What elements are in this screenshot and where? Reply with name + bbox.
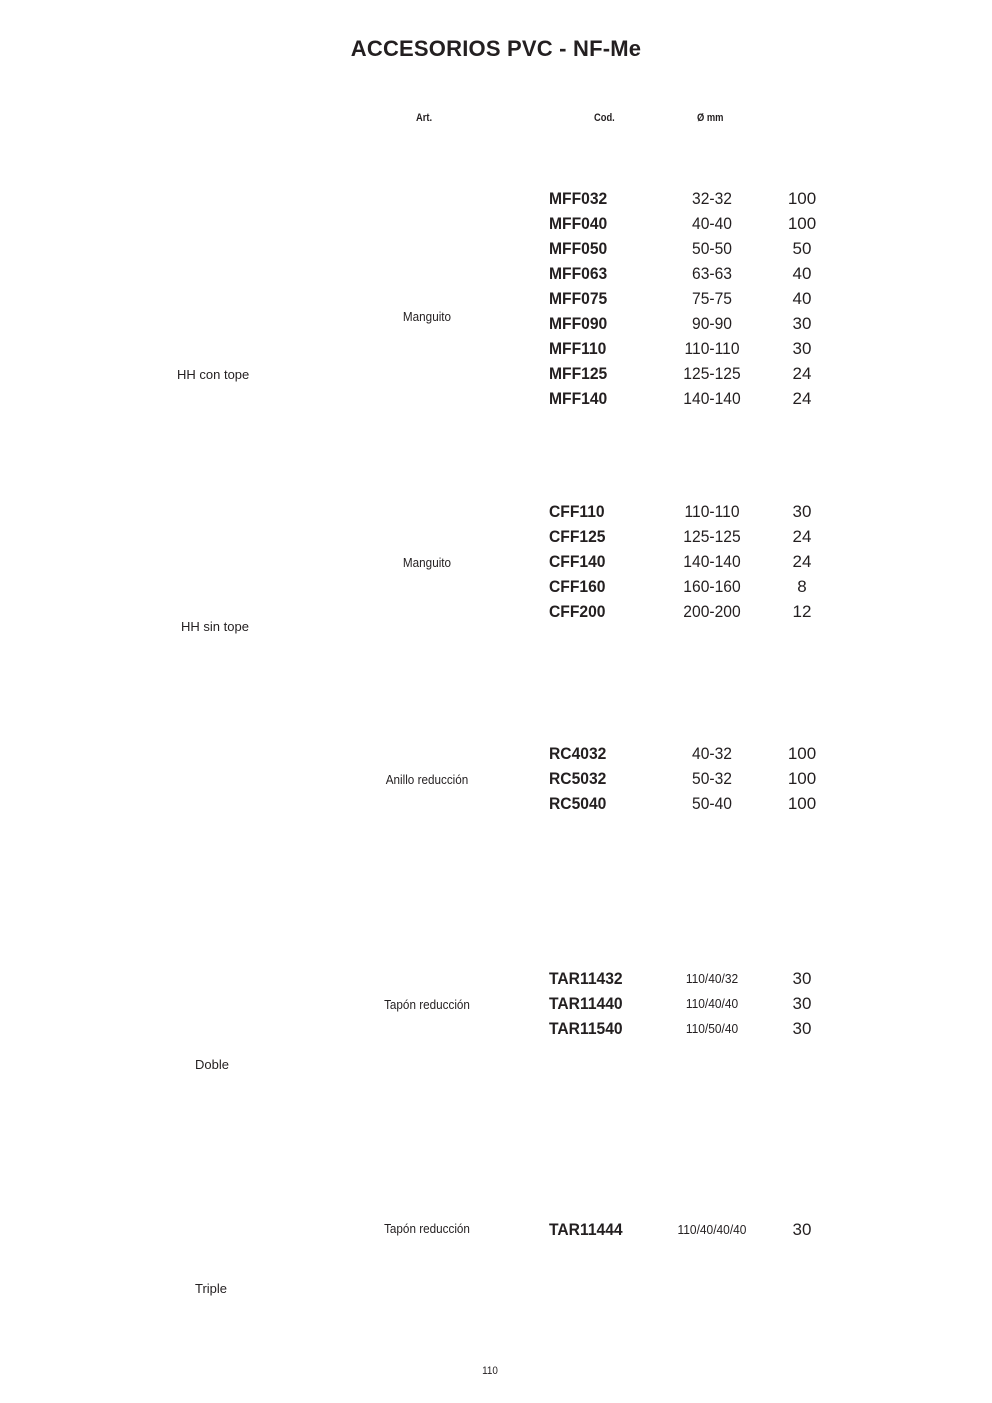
product-code: CFF200 [549, 602, 606, 621]
table-row [0, 744, 992, 769]
quantity-value: 30 [792, 339, 812, 358]
quantity-value: 100 [787, 214, 817, 233]
page-number: 110 [482, 1365, 498, 1377]
table-row [0, 239, 992, 264]
product-code: MFF063 [549, 264, 608, 283]
variant-label: Triple [195, 1281, 228, 1296]
table-row [0, 289, 992, 314]
article-label: Anillo reducción [385, 772, 469, 787]
diameter-value: 110/40/32 [685, 971, 739, 986]
product-code: MFF090 [549, 314, 608, 333]
diameter-value: 63-63 [691, 264, 732, 283]
diameter-value: 110-110 [684, 339, 740, 358]
diameter-value: 50-50 [691, 239, 732, 258]
diameter-value: 140-140 [683, 389, 741, 408]
table-row [0, 214, 992, 239]
product-code: CFF160 [549, 577, 606, 596]
product-code: MFF032 [549, 189, 608, 208]
diameter-value: 125-125 [683, 527, 741, 546]
header-art: Art. [416, 112, 433, 124]
article-label: Tapón reducción [384, 1221, 470, 1236]
quantity-value: 30 [792, 1019, 812, 1038]
product-code: MFF125 [549, 364, 608, 383]
product-code: TAR11440 [549, 994, 623, 1013]
quantity-value: 100 [787, 189, 817, 208]
table-row [0, 602, 992, 627]
table-row [0, 994, 992, 1019]
table-row [0, 969, 992, 994]
product-code: RC4032 [549, 744, 607, 763]
diameter-value: 110/50/40 [685, 1021, 739, 1036]
diameter-value: 125-125 [683, 364, 741, 383]
diameter-value: 110/40/40 [685, 996, 739, 1011]
diameter-value: 110-110 [684, 502, 740, 521]
table-row [0, 264, 992, 289]
product-code: CFF140 [549, 552, 606, 571]
quantity-value: 8 [797, 577, 807, 596]
variant-label: HH sin tope [181, 619, 249, 634]
quantity-value: 100 [787, 794, 817, 813]
product-code: MFF040 [549, 214, 608, 233]
quantity-value: 40 [792, 264, 812, 283]
product-code: TAR11432 [549, 969, 623, 988]
table-row [0, 339, 992, 364]
variant-label: Doble [195, 1057, 229, 1072]
quantity-value: 30 [792, 502, 812, 521]
quantity-value: 30 [792, 994, 812, 1013]
diameter-value: 50-32 [691, 769, 732, 788]
product-code: RC5040 [549, 794, 607, 813]
quantity-value: 50 [792, 239, 812, 258]
quantity-value: 40 [792, 289, 812, 308]
diameter-value: 110/40/40/40 [677, 1222, 747, 1237]
diameter-value: 160-160 [683, 577, 741, 596]
quantity-value: 30 [792, 314, 812, 333]
product-code: RC5032 [549, 769, 607, 788]
table-row [0, 769, 992, 794]
quantity-value: 24 [792, 389, 812, 408]
quantity-value: 30 [792, 969, 812, 988]
article-label: Tapón reducción [384, 997, 470, 1012]
table-row [0, 189, 992, 214]
product-code: MFF110 [549, 339, 607, 358]
quantity-value: 24 [792, 364, 812, 383]
diameter-value: 140-140 [683, 552, 741, 571]
article-label: Manguito [402, 309, 452, 324]
table-row [0, 1019, 992, 1044]
diameter-value: 90-90 [691, 314, 732, 333]
product-code: TAR11444 [549, 1220, 623, 1239]
diameter-value: 75-75 [691, 289, 732, 308]
diameter-value: 32-32 [691, 189, 732, 208]
page-title: ACCESORIOS PVC - NF-Me [350, 36, 642, 61]
quantity-value: 12 [792, 602, 812, 621]
product-code: CFF125 [549, 527, 606, 546]
diameter-value: 200-200 [683, 602, 741, 621]
table-row [0, 794, 992, 819]
table-row [0, 502, 992, 527]
quantity-value: 100 [787, 744, 817, 763]
product-code: MFF075 [549, 289, 608, 308]
product-code: TAR11540 [549, 1019, 623, 1038]
product-code: MFF140 [549, 389, 608, 408]
header-cod: Cod. [594, 112, 615, 124]
quantity-value: 24 [792, 527, 812, 546]
product-code: MFF050 [549, 239, 608, 258]
table-row [0, 1220, 992, 1245]
table-row [0, 577, 992, 602]
diameter-value: 40-32 [691, 744, 732, 763]
header-diameter: Ø mm [697, 112, 724, 124]
quantity-value: 100 [787, 769, 817, 788]
diameter-value: 50-40 [691, 794, 732, 813]
table-row [0, 364, 992, 389]
variant-label: HH con tope [177, 367, 250, 382]
article-label: Manguito [402, 555, 452, 570]
quantity-value: 24 [792, 552, 812, 571]
table-row [0, 314, 992, 339]
table-row [0, 389, 992, 414]
table-row [0, 552, 992, 577]
quantity-value: 30 [792, 1220, 812, 1239]
product-code: CFF110 [549, 502, 605, 521]
diameter-value: 40-40 [691, 214, 732, 233]
table-row [0, 527, 992, 552]
